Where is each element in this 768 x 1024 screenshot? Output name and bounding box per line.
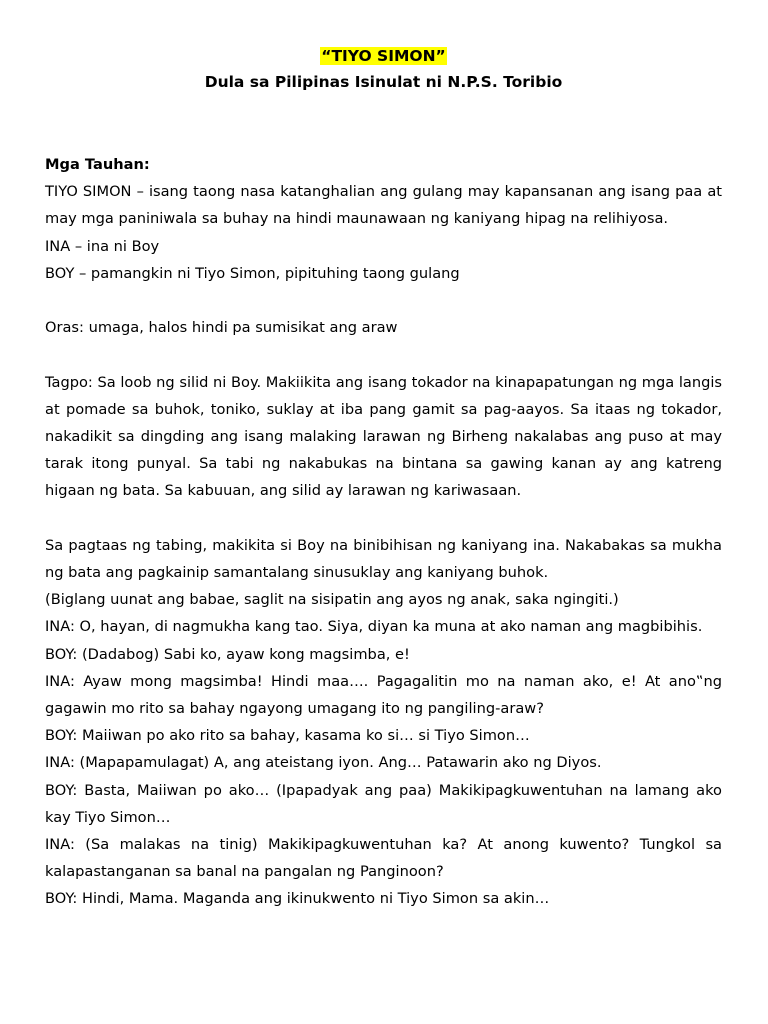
dialogue-line: BOY: Basta, Maiiwan po ako… (Ipapadyak ang paa) Makikipagkuwentuhan na lamang ako kay Tiyo Simon… [45,781,722,826]
spacer [45,95,722,151]
tagpo-paragraph: Tagpo: Sa loob ng silid ni Boy. Makiikita ang isang tokador na kinapapatungan ng mga langis at pomade sa buhok, toniko, suklay at iba pang gamit sa pag-aayos. Sa itaas ng tokador, nakadikit sa dingding ang isang malaking larawan ng Birheng nakalabas ang puso at may tarak itong punyal. Sa tabi ng nakabukas na bintana sa gawing kanan ay ang katreng higaan ng bata. Sa kabuuan, ang silid ay larawan ng kariwasaan. [45,373,722,500]
oras-line: Oras: umaga, halos hindi pa sumisikat ang araw [45,319,398,337]
dialogue-line: BOY: (Dadabog) Sabi ko, ayaw kong magsimba, e! [45,645,410,663]
spacer [45,287,722,314]
dialogue-line: INA: O, hayan, di nagmukha kang tao. Siya, diyan ka muna at ako naman ang magbibihis. [45,618,703,636]
cast-tiyo-simon: TIYO SIMON – isang taong nasa katanghalian ang gulang may kapansanan ang isang paa at may mga paniniwala sa buhay na hindi maunawaan ng kaniyang hipag na relihiyosa. [45,183,722,228]
cast-heading: Mga Tauhan: [45,156,150,173]
stage-direction: (Biglang uunat ang babae, saglit na sisipatin ang ayos ng anak, saka ngingiti.) [45,591,619,609]
cast-boy: BOY – pamangkin ni Tiyo Simon, pipituhing taong gulang [45,264,460,282]
dialogue-line: BOY: Hindi, Mama. Maganda ang ikinukwento ni Tiyo Simon sa akin… [45,890,550,908]
opening-paragraph: Sa pagtaas ng tabing, makikita si Boy na binibihisan ng kaniyang ina. Nakabakas sa mukha ng bata ang pagkainip samantalang sinusuklay ang kaniyang buhok. [45,536,722,581]
spacer [45,505,722,532]
dialogue-line: BOY: Maiiwan po ako rito sa bahay, kasama ko si… si Tiyo Simon… [45,727,530,745]
play-subtitle: Dula sa Pilipinas Isinulat ni N.P.S. Toribio [204,73,563,91]
dialogue-line: INA: (Sa malakas na tinig) Makikipagkuwentuhan ka? At anong kuwento? Tungkol sa kalapastanganan sa banal na pangalan ng Panginoon? [45,836,722,881]
spacer [45,341,722,368]
document-page [45,43,722,913]
play-title-text: “TIYO SIMON” [321,47,446,65]
play-title [45,43,722,69]
dialogue-line: INA: (Mapapamulagat) A, ang ateistang iyon. Ang… Patawarin ako ng Diyos. [45,754,602,772]
dialogue-line: INA: Ayaw mong magsimba! Hindi maa…. Pagagalitin mo na naman ako, e! At ano‟ng gagawin mo rito sa bahay ngayong umagang ito ng pangiling-araw? [45,672,722,718]
cast-ina: INA – ina ni Boy [45,237,160,255]
